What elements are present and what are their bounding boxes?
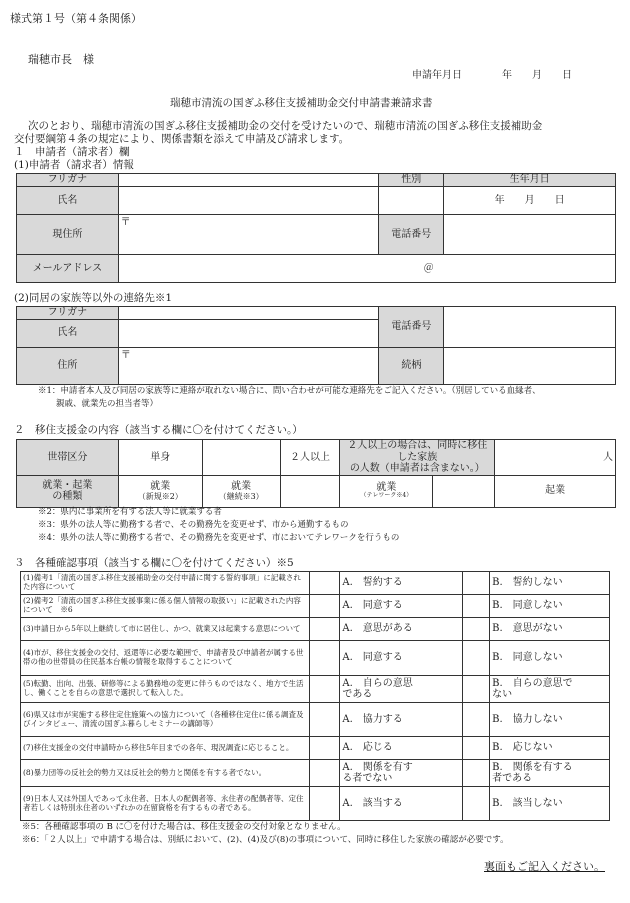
note-2: ※2：県内に事業所を有する法人等に就業する者 <box>38 507 222 517</box>
confirm-b-option[interactable]: B. 協力しない <box>490 703 610 737</box>
confirm-b-option[interactable]: B. 同意しない <box>490 595 610 618</box>
confirm-a-mark[interactable] <box>310 641 340 676</box>
contact-name-label: 氏名 <box>17 319 119 347</box>
confirm-row <box>21 737 610 760</box>
confirm-item-text: (9)日本人又は外国人であって永住者、日本人の配偶者等、永住者の配偶者等、定住者若しくは特別永住者のいずれかの在留資格を有するもの者である。 <box>21 787 310 821</box>
work-type-label-1: 就業・起業 <box>42 479 93 491</box>
intro-line-2: 交付要綱第４条の規定により、関係書類を添えて申請及び請求します。 <box>14 133 350 145</box>
confirm-b-mark[interactable] <box>463 760 490 787</box>
confirm-a-mark[interactable] <box>310 676 340 703</box>
confirm-b-option[interactable]: B. 応じない <box>490 737 610 760</box>
emp-tele-label-2: （テレワーク※4） <box>360 492 413 500</box>
form-number: 様式第１号（第４条関係） <box>10 12 142 25</box>
confirm-b-mark[interactable] <box>463 703 490 737</box>
startup-option[interactable]: 起業 <box>495 475 616 507</box>
confirm-a-option[interactable]: A. 該当する <box>340 787 463 821</box>
confirm-a-mark[interactable] <box>310 703 340 737</box>
emp-new-option[interactable] <box>118 475 202 507</box>
confirm-item-text: (8)暴力団等の反社会的勢力又は反社会的勢力と関係を有する者でない。 <box>21 760 310 787</box>
back-page-note: 裏面もご記入ください。 <box>484 860 605 873</box>
confirm-row <box>21 572 610 595</box>
confirm-b-mark[interactable] <box>463 618 490 641</box>
contact-name-input[interactable] <box>118 319 379 347</box>
name-input[interactable] <box>118 187 379 215</box>
contact-phone-input[interactable] <box>444 307 616 348</box>
contact-postal-mark: 〒 <box>120 349 131 361</box>
support-content-table <box>16 439 616 508</box>
household-label: 世帯区分 <box>17 440 119 476</box>
note-3: ※3：県外の法人等に勤務する者で、その勤務先を変更せず、市から通勤するもの <box>38 520 349 530</box>
note-6: ※6：「２人以上」で申請する場合は、別紙において、(2)、(4)及び(8)の事項について、同時に移住した家族の確認が必要です。 <box>22 835 509 845</box>
family-count-label <box>340 440 495 476</box>
section2-heading: ２ 移住支援金の内容（該当する欄に〇を付けてください。） <box>14 424 303 436</box>
emp-tele-mark[interactable] <box>433 475 495 507</box>
confirm-b-mark[interactable] <box>463 572 490 595</box>
relation-input[interactable] <box>444 347 616 384</box>
confirm-a-option[interactable]: A. 協力する <box>340 703 463 737</box>
confirm-row <box>21 676 610 703</box>
single-mark[interactable] <box>202 440 280 476</box>
confirm-b-option[interactable]: B. 同意しない <box>490 641 610 676</box>
emp-tele-option[interactable] <box>340 475 433 507</box>
birth-label: 生年月日 <box>444 174 616 187</box>
confirm-b-mark[interactable] <box>463 787 490 821</box>
confirm-b-mark[interactable] <box>463 595 490 618</box>
note-4: ※4：県外の法人等に勤務する者で、その勤務先を変更せず、市においてテレワークを行うもの <box>38 533 400 543</box>
person-unit: 人 <box>603 451 613 463</box>
postal-mark: 〒 <box>120 217 131 228</box>
confirm-b-mark[interactable] <box>463 737 490 760</box>
single-option[interactable]: 単身 <box>118 440 202 476</box>
confirm-row <box>21 760 610 787</box>
confirm-row <box>21 595 610 618</box>
furigana-input[interactable] <box>118 174 379 187</box>
multi-option[interactable]: ２人以上 <box>280 440 340 476</box>
family-count-label-2: の人数（申請者は含まない。） <box>349 463 485 474</box>
emp-cont-option[interactable] <box>202 475 280 507</box>
confirm-row <box>21 703 610 737</box>
addressee: 瑞穂市長 様 <box>28 53 94 66</box>
confirm-row <box>21 618 610 641</box>
confirm-item-text: (1)備考1「清流の国ぎふ移住支援補助金の交付申請に関する誓約事項」に記載された内容について <box>21 572 310 595</box>
work-type-label <box>17 475 119 507</box>
confirm-item-text: (7)移住支援金の交付申請時から移住5年目までの各年、現況調査に応じること。 <box>21 737 310 760</box>
confirm-item-text: (5)転勤、出向、出張、研修等による勤務地の変更に伴うものではなく、地方で生活し、働くことを自らの意思で選択して転入した。 <box>21 676 310 703</box>
applicant-table <box>16 173 616 283</box>
confirm-row <box>21 641 610 676</box>
phone-input[interactable] <box>444 215 616 255</box>
sex-input[interactable] <box>379 187 444 215</box>
family-count-input[interactable] <box>495 440 616 476</box>
family-count-label-1: ２人以上の場合は、同時に移住した家族 <box>347 440 488 463</box>
contact-address-input[interactable] <box>118 347 379 384</box>
birth-input[interactable] <box>444 187 616 215</box>
confirm-a-mark[interactable] <box>310 595 340 618</box>
confirm-item-text: (3)申請日から5年以上継続して市に居住し、かつ、就業又は起業する意思について <box>21 618 310 641</box>
confirm-b-option[interactable]: B. 関係を有する 者である <box>490 760 610 787</box>
confirm-a-option[interactable]: A. 同意する <box>340 641 463 676</box>
work-type-label-2: の種類 <box>52 491 83 502</box>
phone-label: 電話番号 <box>379 215 444 255</box>
section1-sub1: (1)申請者（請求者）情報 <box>14 159 134 171</box>
section1-heading: １ 申請者（請求者）欄 <box>14 146 130 158</box>
contact-furigana-label: フリガナ <box>17 307 119 320</box>
application-date: 申請年月日 年 月 日 <box>412 70 572 81</box>
confirm-a-mark[interactable] <box>310 787 340 821</box>
emp-tele-label-1: 就業 <box>376 481 397 493</box>
page-title: 瑞穂市清流の国ぎふ移住支援補助金交付申請書兼請求書 <box>170 97 433 109</box>
relation-label: 続柄 <box>379 347 444 384</box>
confirm-b-option[interactable]: B. 自らの意思で ない <box>490 676 610 703</box>
email-input[interactable] <box>118 255 615 283</box>
furigana-label: フリガナ <box>17 174 119 187</box>
section1-sub2: (2)同居の家族等以外の連絡先※1 <box>14 292 173 304</box>
confirm-item-text: (6)県又は市が実施する移住定住施策への協力について（各種移住定住に係る調査及びインタビュー、清流の国ぎふ暮らしセミナーの講師等） <box>21 703 310 737</box>
at-mark: ＠ <box>423 262 434 274</box>
contact-table <box>16 306 616 385</box>
confirm-a-option[interactable]: A. 同意する <box>340 595 463 618</box>
intro-line-1: 次のとおり、瑞穂市清流の国ぎふ移住支援補助金の交付を受けたいので、瑞穂市清流の国ぎふ移住支援補助金 <box>28 120 543 132</box>
emp-cont-mark[interactable] <box>280 475 340 507</box>
confirm-b-option[interactable]: B. 誓約しない <box>490 572 610 595</box>
note-1a: ※1：申請者本人及び同居の家族等に連絡が取れない場合に、問い合わせが可能な連絡先をご記入ください。（別居している血縁者、 <box>38 386 541 396</box>
confirm-a-option[interactable]: A. 関係を有す る者でない <box>340 760 463 787</box>
confirm-b-option[interactable]: B. 該当しない <box>490 787 610 821</box>
note-1b: 親戚、就業先の担当者等） <box>56 399 159 409</box>
confirm-a-mark[interactable] <box>310 760 340 787</box>
confirm-a-option[interactable]: A. 応じる <box>340 737 463 760</box>
confirm-a-option[interactable]: A. 自らの意思 である <box>340 676 463 703</box>
confirm-a-option[interactable]: A. 誓約する <box>340 572 463 595</box>
confirm-a-mark[interactable] <box>310 737 340 760</box>
confirm-b-mark[interactable] <box>463 676 490 703</box>
confirm-item-text: (4)市が、移住支援金の交付、返還等に必要な範囲で、申請者及び申請者が属する世帯の他の世帯員の住民基本台帳の情報を取得することについて <box>21 641 310 676</box>
sex-label: 性別 <box>379 174 444 187</box>
confirm-a-mark[interactable] <box>310 618 340 641</box>
emp-cont-label-2: （継続※3） <box>218 492 264 502</box>
birth-format: 年 月 日 <box>494 194 565 206</box>
confirm-a-mark[interactable] <box>310 572 340 595</box>
email-label: メールアドレス <box>17 255 119 283</box>
section3-heading: ３ 各種確認事項（該当する欄に〇を付けてください）※5 <box>14 557 294 569</box>
name-label: 氏名 <box>17 187 119 215</box>
contact-address-label: 住所 <box>17 347 119 384</box>
emp-new-label-1: 就業 <box>150 480 171 492</box>
confirm-b-mark[interactable] <box>463 641 490 676</box>
note-5: ※5：各種確認事項の B に〇を付けた場合は、移住支援金の交付対象となりません。 <box>22 822 346 832</box>
confirmation-table <box>20 571 610 821</box>
emp-cont-label-1: 就業 <box>231 480 252 492</box>
confirm-item-text: (2)備考2「清流の国ぎふ移住支援事業に係る個人情報の取扱い」に記載された内容について ※6 <box>21 595 310 618</box>
emp-new-label-2: （新規※2） <box>137 492 183 502</box>
address-input[interactable] <box>118 215 379 255</box>
contact-furigana-input[interactable] <box>118 307 379 320</box>
address-label: 現住所 <box>17 215 119 255</box>
confirm-row <box>21 787 610 821</box>
confirm-a-option[interactable]: A. 意思がある <box>340 618 463 641</box>
contact-phone-label: 電話番号 <box>379 307 444 348</box>
confirm-b-option[interactable]: B. 意思がない <box>490 618 610 641</box>
